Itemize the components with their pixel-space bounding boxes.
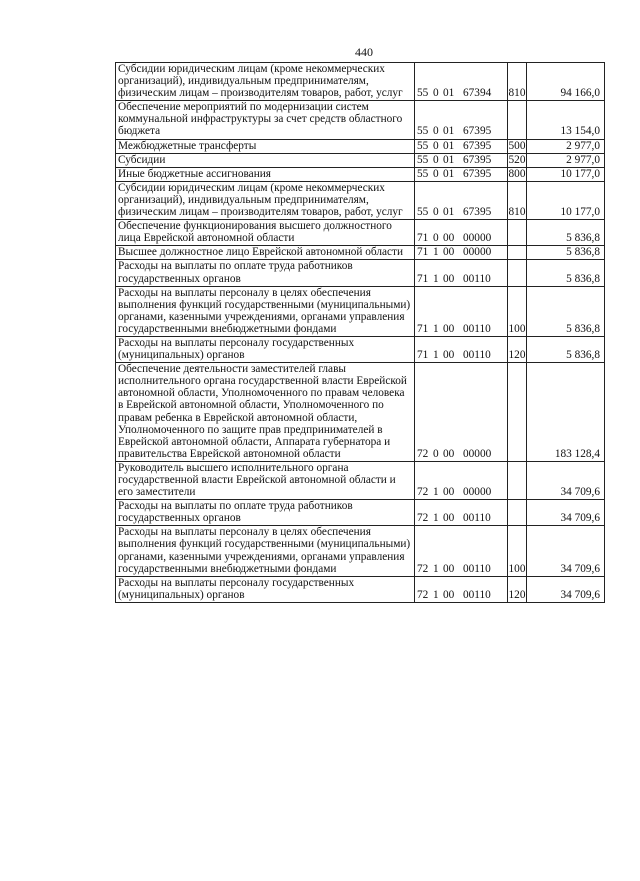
row-amount: 34 709,6 <box>527 526 605 576</box>
row-expense-type <box>508 500 527 526</box>
row-code <box>415 139 508 153</box>
code-part-2: 0 <box>433 139 439 152</box>
row-expense-type <box>508 461 527 499</box>
code-part-3: 00 <box>443 232 455 245</box>
code-part-4: 67394 <box>463 87 492 100</box>
code-part-4: 67395 <box>463 167 492 180</box>
row-code <box>415 220 508 246</box>
code-part-3: 00 <box>443 349 455 362</box>
row-code <box>415 63 508 101</box>
code-part-2: 0 <box>433 125 439 138</box>
row-expense-type: 120 <box>508 336 527 362</box>
page-number: 440 <box>355 45 373 59</box>
row-code <box>415 101 508 139</box>
table-row <box>116 286 605 336</box>
code-part-4: 00000 <box>463 232 492 245</box>
row-code <box>415 363 508 462</box>
code-part-4: 00110 <box>463 322 491 335</box>
row-expense-type: 100 <box>508 286 527 336</box>
row-name: Расходы на выплаты персоналу государственных (муниципальных) органов <box>116 336 415 362</box>
code-part-1: 55 <box>417 125 429 138</box>
row-expense-type: 520 <box>508 153 526 166</box>
code-part-3: 00 <box>443 562 455 575</box>
budget-table <box>115 62 605 603</box>
row-expense-type <box>508 246 527 260</box>
code-part-4: 67395 <box>463 125 492 138</box>
code-part-3: 00 <box>443 322 455 335</box>
row-amount: 13 154,0 <box>527 101 605 139</box>
code-part-2: 0 <box>433 153 439 166</box>
table-row <box>116 167 605 181</box>
code-part-1: 72 <box>417 512 429 525</box>
code-part-1: 55 <box>417 87 429 100</box>
table-row <box>116 526 605 576</box>
row-code <box>415 576 508 602</box>
row-name: Расходы на выплаты персоналу государственных (муниципальных) органов <box>116 576 415 602</box>
code-part-1: 55 <box>417 206 429 219</box>
row-name: Расходы на выплаты по оплате труда работников государственных органов <box>116 260 415 286</box>
row-name: Высшее должностное лицо Еврейской автономной области <box>116 246 415 260</box>
code-part-4: 00110 <box>463 512 491 525</box>
code-part-4: 00000 <box>463 447 492 460</box>
code-part-2: 0 <box>433 167 439 180</box>
row-amount: 5 836,8 <box>527 336 605 362</box>
code-part-1: 55 <box>417 153 429 166</box>
table-row <box>116 260 605 286</box>
code-part-2: 1 <box>433 562 439 575</box>
code-part-4: 00000 <box>463 246 492 259</box>
row-code <box>415 336 508 362</box>
row-code <box>415 167 508 181</box>
code-part-4: 00000 <box>463 486 492 499</box>
table-row <box>116 101 605 139</box>
code-part-1: 71 <box>417 246 429 259</box>
table-row <box>116 220 605 246</box>
row-code <box>415 526 508 576</box>
row-expense-type: 800 <box>508 167 526 180</box>
table-row <box>116 153 605 167</box>
code-part-3: 00 <box>443 512 455 525</box>
code-part-1: 71 <box>417 232 429 245</box>
row-expense-type: 500 <box>508 139 526 152</box>
code-part-4: 00110 <box>463 562 491 575</box>
code-part-3: 00 <box>443 272 455 285</box>
code-part-1: 71 <box>417 272 429 285</box>
table-row <box>116 500 605 526</box>
row-expense-type: 810 <box>508 63 527 101</box>
row-amount: 2 977,0 <box>527 139 605 153</box>
row-code <box>415 181 508 219</box>
row-name: Субсидии юридическим лицам (кроме некоммерческих организаций), индивидуальным предпринимателям, физическим лицам – производителям товаров, работ, услуг <box>116 63 415 101</box>
code-part-1: 72 <box>417 486 429 499</box>
row-amount: 183 128,4 <box>527 363 605 462</box>
row-name: Руководитель высшего исполнительного органа государственной власти Еврейской автономной области и его заместители <box>116 461 415 499</box>
table-row <box>116 336 605 362</box>
code-part-4: 00110 <box>463 588 491 601</box>
code-part-2: 0 <box>433 232 439 245</box>
table-row <box>116 576 605 602</box>
code-part-3: 00 <box>443 486 455 499</box>
code-part-3: 01 <box>443 125 455 138</box>
row-name: Субсидии <box>116 153 415 167</box>
code-part-3: 01 <box>443 167 455 180</box>
row-name: Обеспечение мероприятий по модернизации систем коммунальной инфраструктуры за счет средств областного бюджета <box>116 101 415 139</box>
code-part-2: 1 <box>433 512 439 525</box>
row-expense-type: 120 <box>508 576 527 602</box>
row-code <box>415 461 508 499</box>
code-part-1: 55 <box>417 139 429 152</box>
row-amount: 10 177,0 <box>527 167 605 181</box>
row-amount: 5 836,8 <box>527 286 605 336</box>
code-part-2: 1 <box>433 486 439 499</box>
row-amount: 34 709,6 <box>527 461 605 499</box>
code-part-4: 67395 <box>463 153 492 166</box>
row-name: Расходы на выплаты по оплате труда работников государственных органов <box>116 500 415 526</box>
code-part-2: 0 <box>433 87 439 100</box>
row-expense-type <box>508 260 527 286</box>
row-code <box>415 153 508 167</box>
code-part-1: 71 <box>417 322 429 335</box>
code-part-2: 0 <box>433 206 439 219</box>
row-amount: 5 836,8 <box>527 220 605 246</box>
table-row <box>116 246 605 260</box>
row-amount: 34 709,6 <box>527 500 605 526</box>
row-amount: 2 977,0 <box>527 153 605 167</box>
code-part-4: 67395 <box>463 139 492 152</box>
row-expense-type <box>508 101 527 139</box>
row-name: Обеспечение деятельности заместителей главы исполнительного органа государственной власти Еврейской автономной области, Уполномоченного по правам человека в Еврейской автономной области, Уполномоченного по правам ребенка в Еврейской автономной области, Уполномоченного по защите прав предпринимателей в Еврейской автономной области, Аппарата губернатора и правительства Еврейской автономной области <box>116 363 415 462</box>
code-part-4: 00110 <box>463 272 491 285</box>
code-part-1: 55 <box>417 167 429 180</box>
row-name: Обеспечение функционирования высшего должностного лица Еврейской автономной области <box>116 220 415 246</box>
row-name: Межбюджетные трансферты <box>116 139 415 153</box>
row-amount: 10 177,0 <box>527 181 605 219</box>
row-code <box>415 246 508 260</box>
row-name: Расходы на выплаты персоналу в целях обеспечения выполнения функций государственными (муниципальными) органами, казенными учреждениями, органами управления государственными внебюджетными фондами <box>116 526 415 576</box>
row-name: Расходы на выплаты персоналу в целях обеспечения выполнения функций государственными (муниципальными) органами, казенными учреждениями, органами управления государственными внебюджетными фондами <box>116 286 415 336</box>
row-expense-type <box>508 363 527 462</box>
row-amount: 5 836,8 <box>527 246 605 260</box>
row-code <box>415 500 508 526</box>
row-amount: 5 836,8 <box>527 260 605 286</box>
table-row <box>116 461 605 499</box>
code-part-1: 72 <box>417 562 429 575</box>
code-part-3: 00 <box>443 447 455 460</box>
code-part-2: 1 <box>433 272 439 285</box>
code-part-3: 01 <box>443 139 455 152</box>
table-row <box>116 363 605 462</box>
row-amount: 94 166,0 <box>527 63 605 101</box>
code-part-4: 00110 <box>463 349 491 362</box>
row-name: Иные бюджетные ассигнования <box>116 167 415 181</box>
code-part-2: 1 <box>433 246 439 259</box>
table-row <box>116 139 605 153</box>
code-part-1: 72 <box>417 447 429 460</box>
code-part-1: 71 <box>417 349 429 362</box>
code-part-3: 01 <box>443 206 455 219</box>
code-part-2: 1 <box>433 322 439 335</box>
code-part-3: 01 <box>443 87 455 100</box>
table-row <box>116 63 605 101</box>
row-expense-type <box>508 220 527 246</box>
row-expense-type: 810 <box>508 181 527 219</box>
code-part-2: 0 <box>433 447 439 460</box>
code-part-4: 67395 <box>463 206 492 219</box>
code-part-1: 72 <box>417 588 429 601</box>
code-part-2: 1 <box>433 349 439 362</box>
code-part-3: 00 <box>443 246 455 259</box>
row-code <box>415 260 508 286</box>
row-name: Субсидии юридическим лицам (кроме некоммерческих организаций), индивидуальным предпринимателям, физическим лицам – производителям товаров, работ, услуг <box>116 181 415 219</box>
row-expense-type: 100 <box>508 526 527 576</box>
code-part-2: 1 <box>433 588 439 601</box>
code-part-3: 01 <box>443 153 455 166</box>
code-part-3: 00 <box>443 588 455 601</box>
row-amount: 34 709,6 <box>527 576 605 602</box>
row-code <box>415 286 508 336</box>
table-row <box>116 181 605 219</box>
